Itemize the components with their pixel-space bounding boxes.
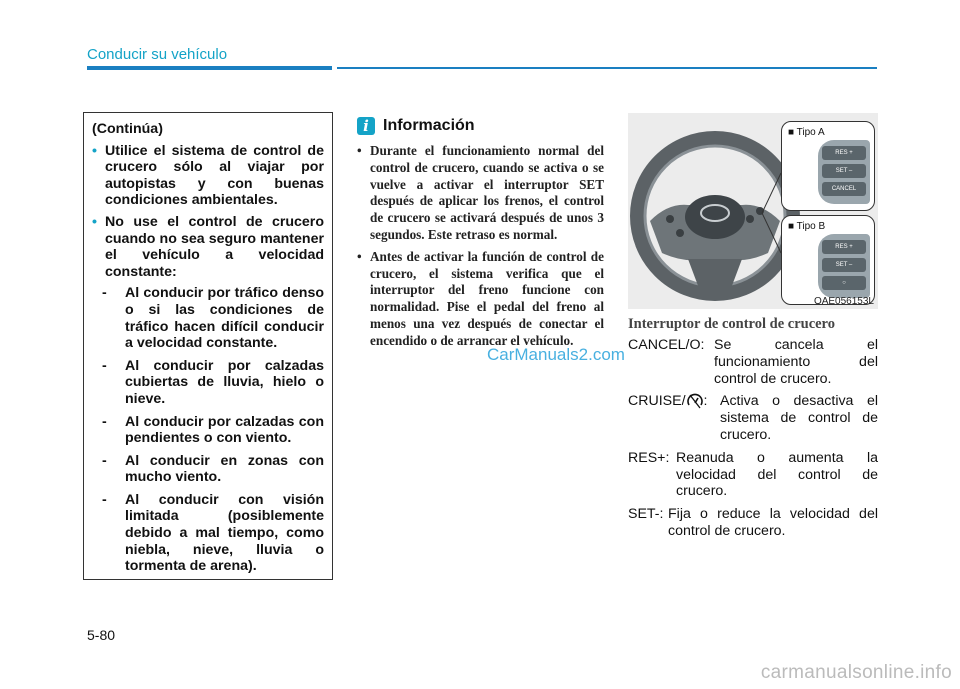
type-b-label: ■ Tipo B [788,221,826,232]
warning-sub-text: Al conducir por tráfico denso o si las condiciones de tráfico hacen difícil conducir a velocidad constante. [125,285,324,352]
set-button: SET – [822,258,866,272]
warning-sub-item: - Al conducir por tráfico denso o si las condiciones de tráfico hacen difícil conducir a velocidad constante. [102,285,324,352]
definitions-list [628,337,878,546]
definition-term: SET-: [628,506,664,523]
definition-cruise [628,393,878,443]
bullet-dot-icon: • [92,213,97,230]
bullet-dot-icon: • [357,248,362,264]
info-item [357,249,604,350]
warning-sub-item: - Al conducir por calzadas cubiertas de lluvia, hielo o nieve. [102,357,324,407]
warning-sub-item: - Al conducir por calzadas con pendientes o con viento. [102,413,324,447]
info-item [357,143,604,244]
warning-bullet [92,214,324,280]
definition-desc: Reanuda o aumenta la velocidad del control de crucero. [676,449,878,500]
continued-label: (Continúa) [92,121,163,137]
figure-caption: Interruptor de control de crucero [628,316,835,332]
definition-desc: Se cancela el funcionamiento del control de crucero. [714,337,878,387]
warning-sub-text: Al conducir con visión limitada (posiblemente debido a mal tiempo, como niebla, nieve, lluvia o tormenta de arena). [125,491,324,575]
definition-term: RES+: [628,449,670,466]
callout-type-b [781,215,875,305]
info-item-text: Durante el funcionamiento normal del control de crucero, cuando se activa o se vuelve a activar el interruptor SET después de aplicar los frenos, el control de crucero se activará después de unos 3 segundos. Este retraso es normal. [370,143,604,242]
steering-wheel-figure [628,113,878,309]
header-rule-thin [337,67,877,69]
warning-sub-text: Al conducir por calzadas cubiertas de lluvia, hielo o nieve. [125,357,324,407]
set-button: SET – [822,164,866,178]
warning-sub-item: - Al conducir en zonas con mucho viento. [102,452,324,486]
res-button: RES + [822,146,866,160]
definition-term-prefix: CRUISE/ [628,393,686,410]
definition-cancel [628,337,878,387]
warning-bullet [92,143,324,209]
info-item-text: Antes de activar la función de control de crucero, el sistema verifica que el interruptor del freno funcione con normalidad. Pise el pedal del freno al menos una vez después de conectar el encendido o de arrancar el vehículo. [370,248,604,348]
definition-term-suffix: : [703,393,708,410]
watermark: CarManuals2.com [487,345,625,364]
warning-bullet-text: Utilice el sistema de control de crucero sólo al viajar por autopistas y con buenas condiciones ambientales. [105,142,324,209]
callout-type-a [781,121,875,211]
info-list [357,143,604,355]
bullet-dot-icon: • [92,142,97,159]
definition-res [628,450,878,500]
cruise-button: ○ [822,276,866,290]
section-title: Conducir su vehículo [87,46,228,63]
bullet-dot-icon: • [357,143,362,158]
warning-sub-text: Al conducir por calzadas con pendientes o con viento. [125,413,324,447]
definition-term: CANCEL/O: [628,337,705,353]
cancel-button: CANCEL [822,182,866,196]
info-header [357,115,475,137]
figure-code: OAE056153L [813,296,874,307]
warning-bullet-text: No use el control de crucero cuando no sea seguro mantener el vehículo a velocidad constante: [105,213,324,280]
warning-sub-item: - Al conducir con visión limitada (posiblemente debido a mal tiempo, como niebla, nieve, lluvia o tormenta de arena). [102,491,324,575]
definition-set [628,506,878,540]
warning-box [83,112,333,580]
header-rule-thick [87,66,332,70]
type-a-label: ■ Tipo A [788,127,825,138]
warning-sub-text: Al conducir en zonas con mucho viento. [125,452,324,486]
cruise-speedometer-icon [687,393,703,410]
res-button: RES + [822,240,866,254]
info-title: Información [383,117,475,134]
footer-watermark: carmanualsonline.info [760,662,952,683]
definition-desc: Fija o reduce la velocidad del control de crucero. [668,506,878,539]
info-icon: i [357,117,375,135]
definition-term [628,393,720,443]
definition-desc: Activa o desactiva el sistema de control de crucero. [720,393,878,443]
page-number: 5-80 [87,627,116,643]
